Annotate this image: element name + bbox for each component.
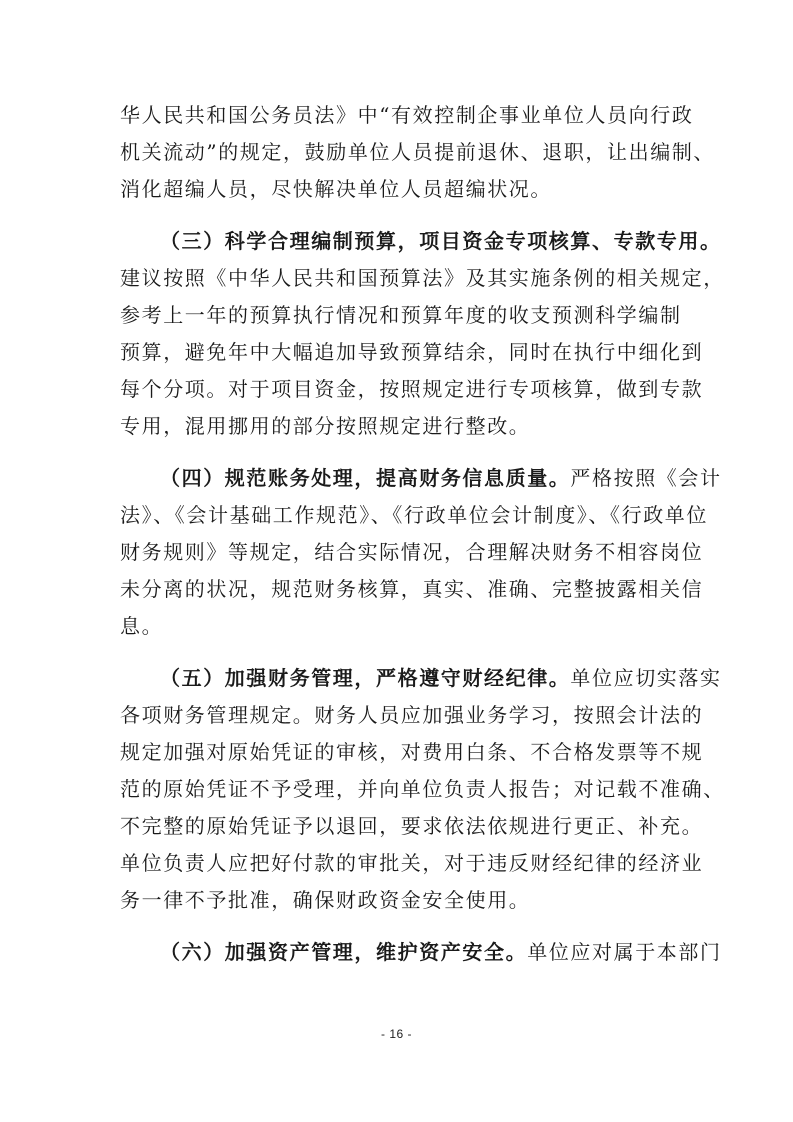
text-line: 消化超编人员，尽快解决单位人员超编状况。 [120, 177, 552, 201]
paragraph-first-line [120, 934, 722, 971]
text-line: 单位负责人应把好付款的审批关，对于违反财经纪律的经济业 [120, 851, 704, 875]
text-line: 各项财务管理规定。财务人员应加强业务学习，按照会计法的 [120, 703, 704, 727]
text-line: 务一律不予批准，确保财政资金安全使用。 [120, 888, 531, 912]
text-line: 息。 [120, 614, 164, 638]
paragraph-first-line [120, 460, 722, 497]
text-line: 参考上一年的预算执行情况和预算年度的收支预测科学编制 [120, 303, 682, 327]
text-line: 财务规则》等规定，结合实际情况，合理解决财务不相容岗位 [120, 540, 704, 564]
section-heading-6: （六）加强资产管理，维护资产安全。 [160, 940, 528, 964]
text-line: 法》、《会计基础工作规范》、《行政单位会计制度》、《行政单位 [120, 503, 708, 527]
paragraph-text: 单位应切实落实 [570, 666, 722, 690]
text-line: 预算，避免年中大幅追加导致预算结余，同时在执行中细化到 [120, 340, 704, 364]
text-line: 建议按照《中华人民共和国预算法》及其实施条例的相关规定， [120, 266, 725, 290]
text-line: 规定加强对原始凭证的审核，对费用白条、不合格发票等不规 [120, 740, 704, 764]
page-number: - 16 - [380, 1027, 412, 1041]
section-heading-3: （三）科学合理编制预算，项目资金专项核算、专款专用。 [160, 229, 722, 253]
text-line: 不完整的原始凭证予以退回，要求依法依规进行更正、补充。 [120, 814, 704, 838]
paragraph-first-line [120, 660, 722, 697]
paragraph-text: 单位应对属于本部门 [527, 940, 722, 964]
text-line: 专用，混用挪用的部分按照规定进行整改。 [120, 414, 531, 438]
text-line: 机关流动”的规定，鼓励单位人员提前退休、退职，让出编制、 [120, 140, 716, 164]
text-line: 每个分项。对于项目资金，按照规定进行专项核算，做到专款 [120, 377, 704, 401]
text-line: 华人民共和国公务员法》中“有效控制企事业单位人员向行政 [120, 103, 694, 127]
body-text [120, 97, 725, 971]
text-line: 未分离的状况，规范财务核算，真实、准确、完整披露相关信 [120, 577, 704, 601]
section-heading-5: （五）加强财务管理，严格遵守财经纪律。 [160, 666, 571, 690]
section-heading-4: （四）规范账务处理，提高财务信息质量。 [160, 466, 571, 490]
paragraph-text: 严格按照《会计 [570, 466, 722, 490]
text-line: 范的原始凭证不予受理，并向单位负责人报告；对记载不准确、 [120, 777, 725, 801]
